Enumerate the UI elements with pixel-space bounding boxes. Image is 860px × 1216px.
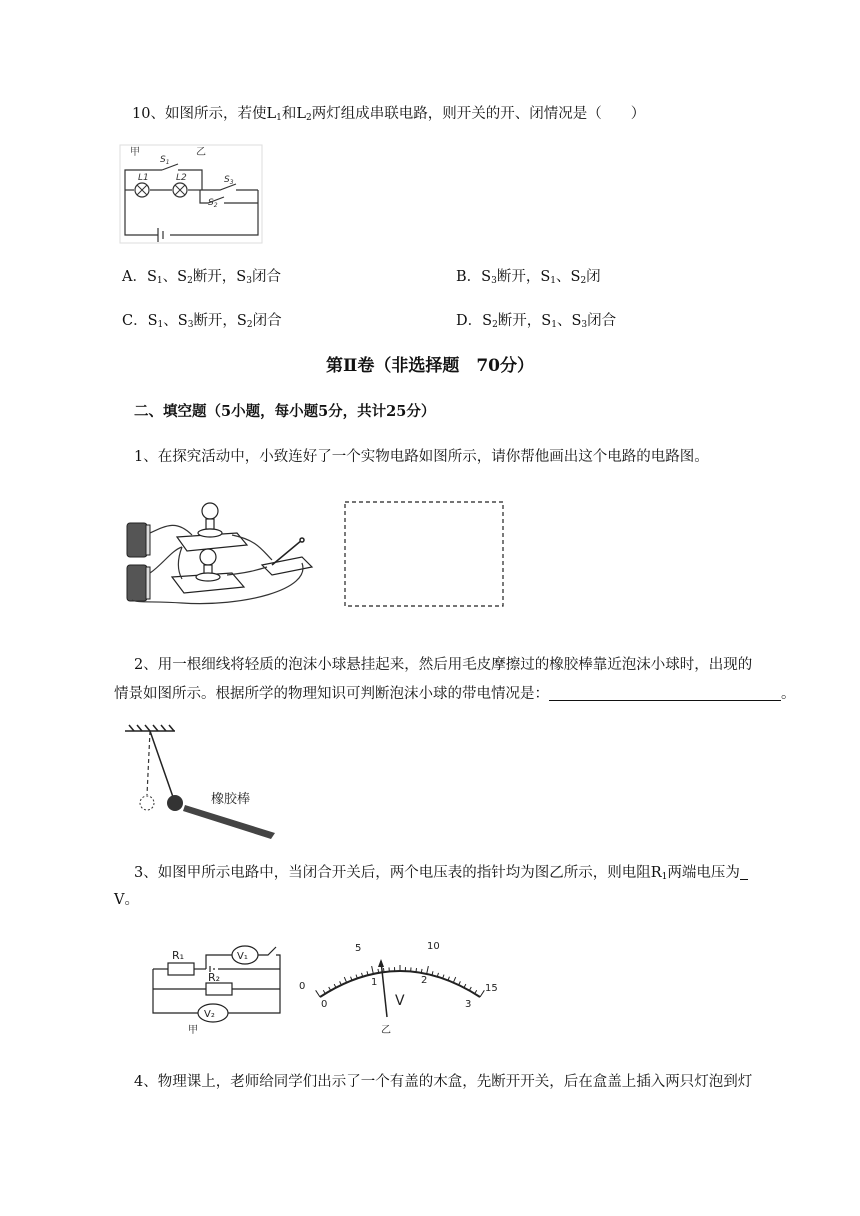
lamp-l1-icon — [135, 183, 149, 197]
inner-tick-1: 1 — [371, 977, 378, 988]
dial-tick — [427, 966, 429, 974]
lamp-l2-icon — [173, 183, 187, 197]
f3-answer-blank[interactable] — [740, 865, 748, 880]
label-v2: V₂ — [204, 1009, 215, 1020]
section-title: 第Ⅱ卷（非选择题 70分） — [326, 356, 534, 376]
outer-tick-10: 10 — [427, 941, 440, 952]
q10-stem: 10、如图所示，若使$L_1$和$L_2$两灯组成串联电路，则开关的开、闭情况是（ ） — [132, 106, 646, 123]
outer-tick-15: 15 — [485, 983, 498, 994]
bulb-lower-icon — [196, 549, 220, 581]
f2-answer-blank[interactable] — [549, 686, 781, 701]
label-fig-yi: 乙 — [381, 1025, 391, 1036]
label-l1: L1 — [138, 173, 149, 183]
label-v1: V₁ — [237, 951, 248, 962]
f3-circuit-figure — [148, 935, 288, 1035]
rod-label: 橡胶棒 — [211, 792, 251, 807]
option-c[interactable]: C．$S_1$、$S_3$断开，$S_2$闭合 — [122, 313, 282, 330]
outer-tick-0: 0 — [299, 981, 306, 992]
label-yi: 乙 — [196, 147, 206, 158]
inner-tick-0: 0 — [321, 999, 328, 1010]
f1-stem: 1、在探究活动中，小致连好了一个实物电路如图所示，请你帮他画出这个电路的电路图。 — [134, 449, 709, 465]
dial-tick — [344, 977, 346, 983]
option-b[interactable]: B．$S_3$断开，$S_1$、$S_2$闭 — [456, 269, 601, 286]
bulb-upper-icon — [198, 503, 222, 537]
inner-tick-2: 2 — [421, 975, 428, 986]
dial-tick — [316, 990, 320, 997]
option-a[interactable]: A．$S_1$、$S_2$断开，$S_3$闭合 — [122, 269, 281, 286]
part-heading: 二、填空题（5小题，每小题5分，共计25分） — [134, 403, 436, 420]
dial-unit: V — [395, 993, 405, 1009]
f1-answer-box[interactable] — [344, 501, 504, 607]
label-r2: R₂ — [208, 971, 221, 984]
f3-stem-line1: 3、如图甲所示电路中，当闭合开关后，两个电压表的指针均为图乙所示，则电阻$R_1$两端电压为 — [134, 863, 748, 887]
dial-tick — [480, 990, 484, 997]
label-s1: $S_1$ — [160, 155, 170, 166]
f2-pendulum-figure — [125, 725, 285, 825]
inner-tick-3: 3 — [465, 999, 472, 1010]
dial-tick — [421, 969, 422, 973]
q10-circuit-figure — [120, 145, 262, 243]
dial-tick — [372, 966, 374, 974]
label-jia: 甲 — [130, 147, 140, 158]
f4-stem: 4、物理课上，老师给同学们出示了一个有盖的木盒，先断开开关，后在盒盖上插入两只灯泡到灯 — [134, 1074, 753, 1090]
dial-tick — [416, 968, 417, 972]
dial-needle — [378, 959, 387, 1017]
f2-stem-line1: 2、用一根细线将轻质的泡沫小球悬挂起来，然后用毛皮摩擦过的橡胶棒靠近泡沫小球时，出现的 — [134, 657, 753, 673]
option-d[interactable]: D．$S_2$断开，$S_1$、$S_3$闭合 — [456, 313, 617, 330]
dial-tick — [383, 968, 384, 972]
dial-tick — [453, 977, 455, 983]
label-s2: $S_2$ — [208, 198, 218, 209]
label-fig-jia: 甲 — [188, 1025, 198, 1036]
f1-physical-circuit-figure — [122, 495, 322, 615]
label-r1: R₁ — [172, 949, 185, 962]
f3-stem-line2: V。 — [114, 892, 139, 908]
label-l2: L2 — [176, 173, 187, 183]
f3-voltmeter-dial-figure — [295, 935, 505, 1035]
dial-tick — [378, 969, 379, 973]
label-s3: $S_3$ — [224, 175, 234, 186]
outer-tick-5: 5 — [355, 943, 362, 954]
f2-stem-line2: 情景如图所示。根据所学的物理知识可判断泡沫小球的带电情况是： 。 — [114, 686, 796, 702]
